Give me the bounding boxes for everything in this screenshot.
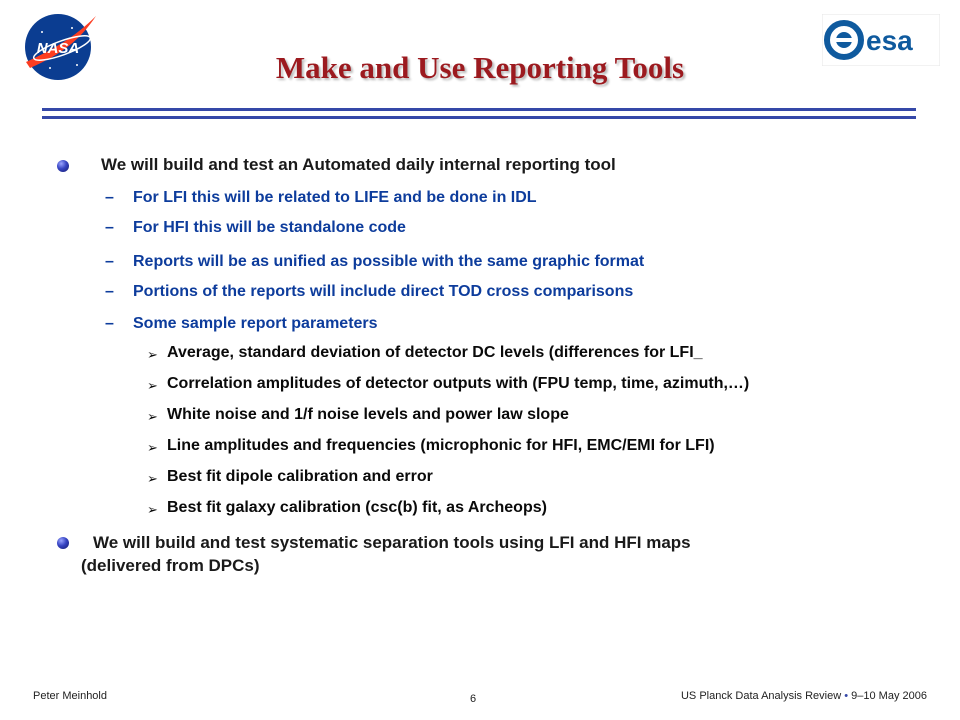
param-1: Average, standard deviation of detector DC levels (differences for LFI_	[167, 344, 703, 361]
param-3: White noise and 1/f noise levels and power law slope	[167, 406, 569, 423]
bullet-1-text: We will build and test an Automated daily internal reporting tool	[101, 155, 616, 174]
bullet-2-line-2: (delivered from DPCs)	[81, 556, 260, 575]
subitem-5: Some sample report parameters	[133, 315, 378, 332]
bullet-dot-icon	[57, 537, 69, 549]
dash-icon: –	[105, 253, 114, 270]
subitem-3: Reports will be as unified as possible with the same graphic format	[133, 253, 645, 270]
arrow-bullet-icon: ➢	[147, 378, 158, 393]
param-6: Best fit galaxy calibration (csc(b) fit, as Archeops)	[167, 499, 547, 516]
bullet-dot-icon	[57, 160, 69, 172]
esa-wordmark: esa	[866, 25, 913, 56]
arrow-bullet-icon: ➢	[147, 502, 158, 517]
param-2: Correlation amplitudes of detector outputs with (FPU temp, time, azimuth,…)	[167, 375, 750, 392]
arrow-bullet-icon: ➢	[147, 440, 158, 455]
dash-icon: –	[105, 189, 114, 206]
footer-event	[681, 690, 927, 702]
footer-separator: •	[844, 690, 849, 702]
subitem-2: For HFI this will be standalone code	[133, 219, 406, 236]
param-5: Best fit dipole calibration and error	[167, 468, 433, 485]
dash-icon: –	[105, 219, 114, 236]
dash-icon: –	[105, 315, 114, 332]
arrow-bullet-icon: ➢	[147, 409, 158, 424]
arrow-bullet-icon: ➢	[147, 471, 158, 486]
arrow-bullet-icon: ➢	[147, 347, 158, 362]
dash-icon: –	[105, 283, 114, 300]
subitem-4: Portions of the reports will include direct TOD cross comparisons	[133, 283, 634, 300]
footer-page-number: 6	[470, 693, 477, 705]
bullet-2-line-1: We will build and test systematic separation tools using LFI and HFI maps	[93, 533, 691, 552]
subitem-1: For LFI this will be related to LIFE and be done in IDL	[133, 189, 537, 206]
footer-date: 9–10 May 2006	[851, 690, 927, 702]
slide-title: Make and Use Reporting Tools	[275, 50, 685, 85]
footer-author: Peter Meinhold	[33, 690, 107, 702]
footer-event-name: US Planck Data Analysis Review	[680, 690, 842, 702]
param-4: Line amplitudes and frequencies (microphonic for HFI, EMC/EMI for LFI)	[167, 437, 715, 454]
nasa-wordmark: NASA	[36, 40, 80, 57]
